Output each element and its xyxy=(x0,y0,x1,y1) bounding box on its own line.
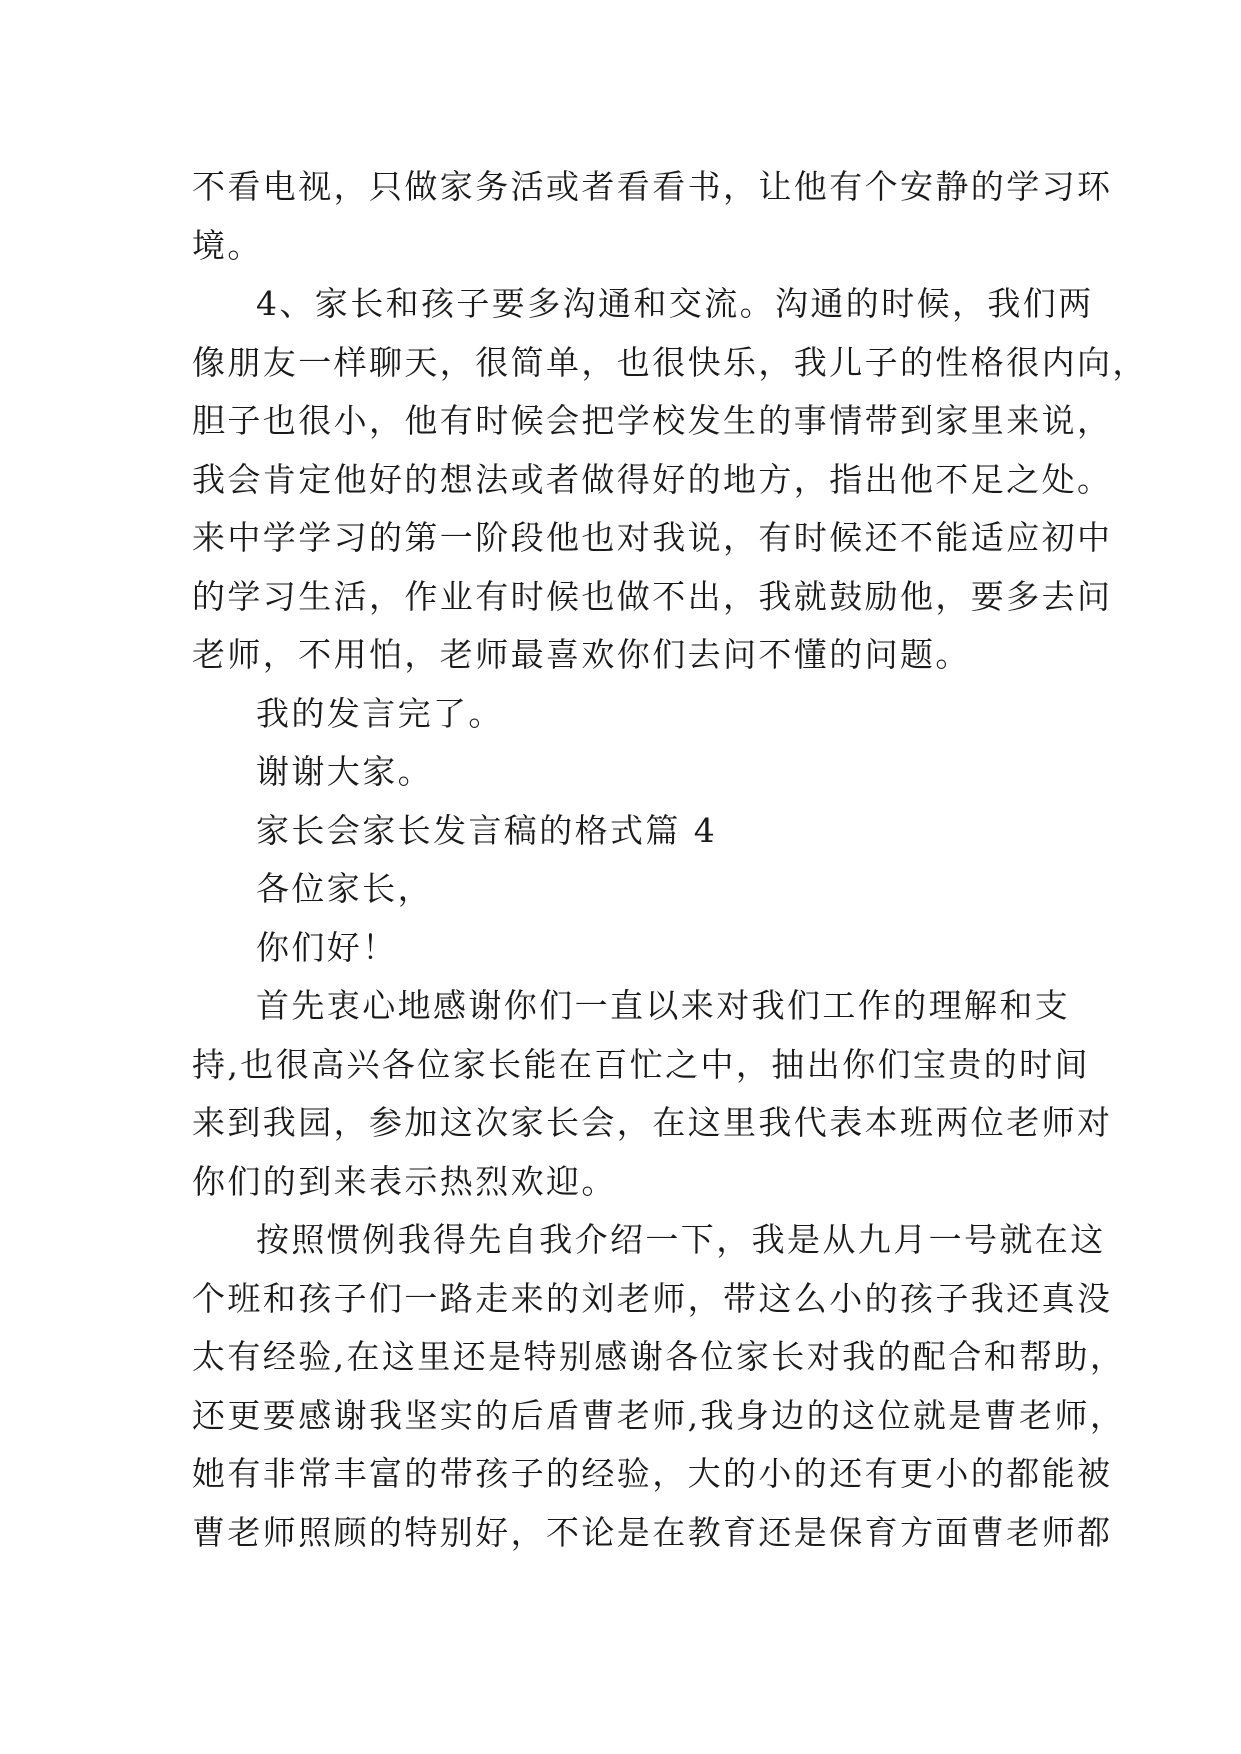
paragraph-start-line: 4、家长和孩子要多沟通和交流。沟通的时候，我们两 xyxy=(256,284,1094,323)
document-body xyxy=(192,158,1148,1562)
paragraph-start-line: 按照惯例我得先自我介绍一下，我是从九月一号就在这 xyxy=(256,1220,1106,1259)
salutation-line: 各位家长， xyxy=(256,869,433,908)
text-line: 老师，不用怕，老师最喜欢你们去问不懂的问题。 xyxy=(192,635,971,674)
text-line: 个班和孩子们一路走来的刘老师，带这么小的孩子我还真没 xyxy=(192,1278,1113,1318)
text-line: 来中学学习的第一阶段他也对我说，有时候还不能适应初中 xyxy=(192,518,1113,557)
text-line: 境。 xyxy=(192,225,263,265)
section-heading: 家长会家长发言稿的格式篇 4 xyxy=(256,810,718,850)
text-line: 我会肯定他好的想法或者做得好的地方，指出他不足之处。 xyxy=(192,459,1113,499)
text-line: 太有经验,在这里还是特别感谢各位家长对我的配合和帮助， xyxy=(192,1337,1126,1376)
text-line: 她有非常丰富的带孩子的经验，大的小的还有更小的都能被 xyxy=(192,1454,1113,1493)
paragraph-start-line: 首先衷心地感谢你们一直以来对我们工作的理解和支 xyxy=(256,986,1071,1025)
closing-line: 我的发言完了。 xyxy=(256,693,504,733)
text-line: 像朋友一样聊天，很简单，也很快乐，我儿子的性格很内向， xyxy=(192,342,1148,382)
text-line: 还更要感谢我坚实的后盾曹老师,我身边的这位就是曹老师， xyxy=(192,1395,1126,1435)
text-line: 的学习生活，作业有时候也做不出，我就鼓励他，要多去问 xyxy=(192,576,1113,616)
text-line: 不看电视，只做家务活或者看看书，让他有个安静的学习环 xyxy=(192,167,1113,206)
text-line: 你们的到来表示热烈欢迎。 xyxy=(192,1161,617,1201)
text-line: 胆子也很小，他有时候会把学校发生的事情带到家里来说， xyxy=(192,401,1113,440)
greeting-line: 你们好！ xyxy=(256,927,398,967)
text-line: 持,也很高兴各位家长能在百忙之中，抽出你们宝贵的时间 xyxy=(192,1044,1090,1084)
text-line: 来到我园，参加这次家长会，在这里我代表本班两位老师对 xyxy=(192,1103,1113,1142)
text-line: 曹老师照顾的特别好，不论是在教育还是保育方面曹老师都 xyxy=(192,1512,1113,1552)
thanks-line: 谢谢大家。 xyxy=(256,752,433,791)
